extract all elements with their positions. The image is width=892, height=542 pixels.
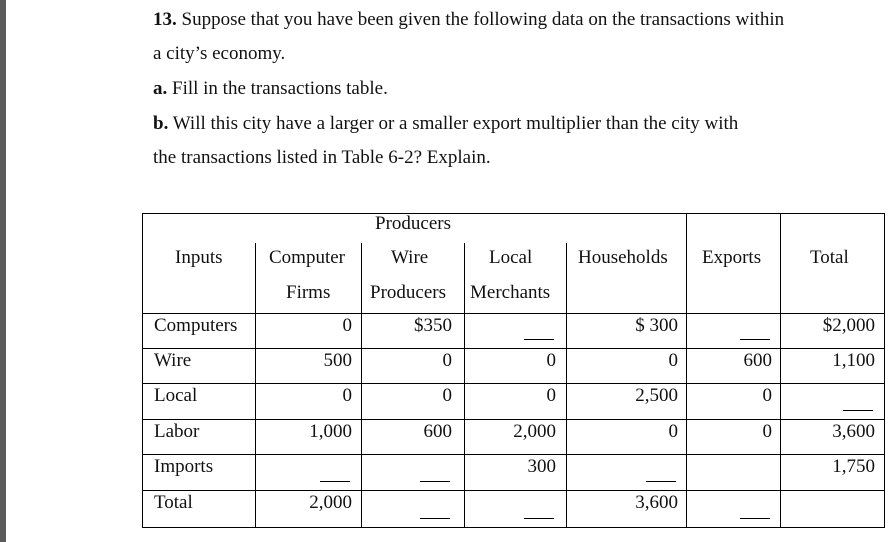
part-a — [153, 78, 388, 100]
row-label: Imports — [154, 456, 214, 477]
part-b-text: Will this city have a larger or a smaller export multiplier than the city with — [172, 113, 739, 134]
blank-answer-line — [524, 518, 554, 519]
cell-households: $ 300 — [635, 315, 678, 336]
header-computer-firms-line2: Firms — [286, 282, 331, 303]
cell-households: 3,600 — [635, 492, 678, 513]
col-divider — [686, 213, 687, 528]
cell-exports: 600 — [743, 350, 772, 371]
left-edge-bar — [0, 0, 6, 542]
header-exports: Exports — [702, 247, 762, 268]
cell-computer: 1,000 — [309, 421, 352, 442]
question-number: 13. — [153, 9, 177, 30]
row-label: Total — [154, 492, 193, 513]
cell-computer: 0 — [342, 315, 352, 336]
header-local-merchants-line2: Merchants — [470, 282, 551, 303]
cell-total: 3,600 — [832, 421, 875, 442]
part-a-label: a. — [153, 78, 168, 99]
col-divider — [142, 213, 143, 528]
col-divider — [255, 243, 256, 528]
part-b-line-1 — [153, 113, 738, 135]
table-border-header — [142, 313, 885, 314]
blank-answer-line — [524, 339, 554, 340]
row-divider — [142, 348, 885, 349]
cell-wire: 0 — [442, 350, 452, 371]
cell-computer: 500 — [323, 350, 352, 371]
header-wire-producers-line1: Wire — [391, 247, 429, 268]
question-line-1 — [153, 9, 784, 31]
cell-local: 0 — [546, 350, 556, 371]
cell-computer: 2,000 — [309, 492, 352, 513]
row-divider — [142, 383, 885, 384]
cell-households: 0 — [668, 350, 678, 371]
header-local-merchants-line1: Local — [489, 247, 533, 268]
row-label: Computers — [154, 315, 238, 336]
col-divider — [780, 213, 781, 528]
cell-wire: 600 — [423, 421, 452, 442]
cell-exports: 0 — [762, 385, 772, 406]
part-b-line-2: the transactions listed in Table 6-2? Explain. — [153, 147, 491, 168]
part-a-text: Fill in the transactions table. — [172, 78, 388, 99]
cell-wire: 0 — [442, 385, 452, 406]
row-divider — [142, 454, 885, 455]
col-divider — [566, 243, 567, 528]
producers-header: Producers — [375, 213, 451, 234]
header-total: Total — [810, 247, 849, 268]
cell-total: 1,100 — [832, 350, 875, 371]
blank-answer-line — [646, 481, 676, 482]
row-label: Wire — [154, 350, 192, 371]
row-label: Labor — [154, 421, 200, 442]
header-inputs: Inputs — [175, 247, 223, 268]
question-text: Suppose that you have been given the following data on the transactions within — [181, 9, 785, 30]
row-divider — [142, 490, 885, 491]
header-computer-firms-line1: Computer — [269, 247, 345, 268]
cell-local: 300 — [527, 456, 556, 477]
cell-total: 1,750 — [832, 456, 875, 477]
cell-local: 2,000 — [513, 421, 556, 442]
cell-total: $2,000 — [822, 315, 875, 336]
part-b-label: b. — [153, 113, 169, 134]
blank-answer-line — [740, 339, 770, 340]
cell-exports: 0 — [762, 421, 772, 442]
cell-local: 0 — [546, 385, 556, 406]
table-border-bottom — [142, 527, 885, 528]
header-households: Households — [578, 247, 668, 268]
col-divider — [361, 243, 362, 528]
blank-answer-line — [843, 410, 873, 411]
row-divider — [142, 419, 885, 420]
col-divider — [884, 213, 885, 528]
cell-wire: $350 — [414, 315, 452, 336]
blank-answer-line — [420, 481, 450, 482]
cell-households: 2,500 — [635, 385, 678, 406]
blank-answer-line — [740, 518, 770, 519]
transactions-table — [142, 213, 885, 528]
question-line-2: a city’s economy. — [153, 43, 286, 64]
blank-answer-line — [320, 481, 350, 482]
row-label: Local — [154, 385, 198, 406]
table-border-top — [142, 213, 885, 214]
blank-answer-line — [420, 518, 450, 519]
cell-computer: 0 — [342, 385, 352, 406]
cell-households: 0 — [668, 421, 678, 442]
col-divider — [464, 243, 465, 528]
header-wire-producers-line2: Producers — [370, 282, 446, 303]
